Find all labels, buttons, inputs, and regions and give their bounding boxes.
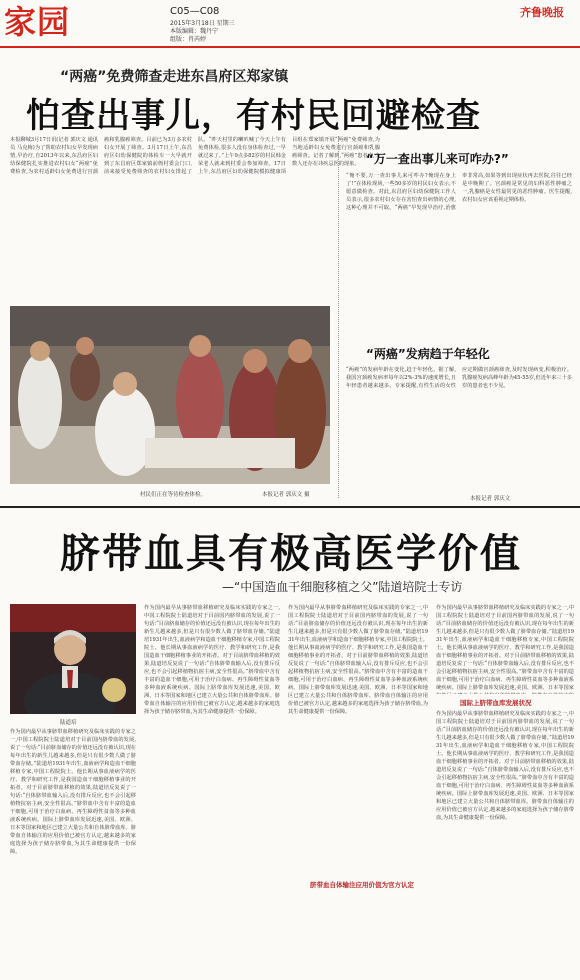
story2-body-col1: 作为国内最早从事脐带血移植研究及临床实践的专家之一,中国工程院院士陆道培对于目前国内脐带血的发展,说了一句话:“目前脐血储存的价值还远没有被认识,现在每年出生的新生儿越来越多,但是只有很少数人做了脐带血存储。”陆道培1931年出生,血液病学和造血干细胞移植专家,中国工程院院士。他长期从事血液病学的医疗、教学和研究工作,是我国造血干细胞移植事业的开拓者。对于目前脐带血移植的效果,陆道培反复说了一句话:“自体脐带血输入后,没有排斥反应,也不会引起移植物抗宿主病,安全性很高。”脐带血中含有丰富的造血干细胞,可用于治疗白血病、再生障碍性贫血等多种血液系统疾病。国际上脐带血库发展迅速,美国、欧洲、日本等国家和地区已建立大量公共和自体脐带血库。脐带血自体输注的应用价值已被官方认定,越来越多的家庭选择为孩子储存脐带血,为其生命健康提供一份保障。 bbox=[10, 729, 136, 855]
story2-subtitle: —“中国造血干细胞移植之父”陆道培院士专访 bbox=[222, 580, 463, 594]
story2-body-col4a: 作为国内最早从事脐带血移植研究及临床实践的专家之一,中国工程院院士陆道培对于目前国内脐带血的发展,说了一句话:“目前脐血储存的价值还远没有被认识,现在每年出生的新生儿越来越多,但是只有很少数人做了脐带血存储。”陆道培1931年出生,血液病学和造血干细胞移植专家,中国工程院院士。他长期从事血液病学的医疗、教学和研究工作,是我国造血干细胞移植事业的开拓者。对于目前脐带血移植的效果,陆道培反复说了一句话:“自体脐带血输入后,没有排斥反应,也不会引起移植物抗宿主病,安全性很高。”脐带血中含有丰富的造血干细胞,可用于治疗白血病、再生障碍性贫血等多种血液系统疾病。国际上脐带血库发展迅速,美国、欧洲、日本等国家 bbox=[436, 605, 574, 691]
layout-credit: 组版：肖芮婷 bbox=[170, 36, 207, 43]
story2-headline: 脐带血具有极高医学价值 bbox=[60, 531, 522, 577]
section-title: 家园 bbox=[4, 3, 71, 41]
portrait-photo-icon bbox=[10, 604, 136, 714]
story1-side-body-1: “俺不要,万一查出事儿来可咋办?俺现在身上了!”在体检现场,一些50多岁的村民妇女表示,不愿意做检查。对此,东昌府区妇幼保健院工作人员表示,很多农村妇女存在害怕查出病情的心理,这种心理并不可取。“两癌”早发现早治疗,治愈率非常高,如果等到出现症状再去医院,往往已经是中晚期了。宫颈癌是常见的妇科恶性肿瘤之一,乳腺癌是女性最常见的恶性肿瘤。医生提醒,农村妇女应该重视定期体检。 bbox=[346, 173, 572, 211]
clinic-photo-icon bbox=[10, 306, 330, 484]
story2-body-col3: 作为国内最早从事脐带血移植研究及临床实践的专家之一,中国工程院院士陆道培对于目前国内脐带血的发展,说了一句话:“目前脐血储存的价值还远没有被认识,现在每年出生的新生儿越来越多,但是只有很少数人做了脐带血存储。”陆道培1931年出生,血液病学和造血干细胞移植专家,中国工程院院士。他长期从事血液病学的医疗、教学和研究工作,是我国造血干细胞移植事业的开拓者。对于目前脐带血移植的效果,陆道培反复说了一句话:“自体脐带血输入后,没有排斥反应,也不会引起移植物抗宿主病,安全性很高。”脐带血中含有丰富的造血干细胞,可用于治疗白血病、再生障碍性贫血等多种血液系统疾病。国际上脐带血库发展迅速,美国、欧洲、日本等国家和地区已建立大量公共和自体脐带血库。脐带血自体输注的应用价值已被官方认定,越来越多的家庭选择为孩子储存脐带血,为其生命健康提供一份保障。 bbox=[288, 605, 428, 715]
story2-photo-caption: 陆道培 bbox=[60, 720, 77, 726]
story2-body-col4b: 作为国内最早从事脐带血移植研究及临床实践的专家之一,中国工程院院士陆道培对于目前国内脐带血的发展,说了一句话:“目前脐血储存的价值还远没有被认识,现在每年出生的新生儿越来越多,但是只有很少数人做了脐带血存储。”陆道培1931年出生,血液病学和造血干细胞移植专家,中国工程院院士。他长期从事血液病学的医疗、教学和研究工作,是我国造血干细胞移植事业的开拓者。对于目前脐带血移植的效果,陆道培反复说了一句话:“自体脐带血输入后,没有排斥反应,也不会引起移植物抗宿主病,安全性很高。”脐带血中含有丰富的造血干细胞,可用于治疗白血病、再生障碍性贫血等多种血液系统疾病。国际上脐带血库发展迅速,美国、欧洲、日本等国家和地区已建立大量公共和自体脐带血库。脐带血自体输注的应用价值已被官方认定,越来越多的家庭选择为孩子储存脐带血,为其生命健康提供一份保障。 bbox=[436, 711, 574, 821]
story1-body: 本报聊城3月17日讯(记者 郭庆文 通讯员 马克梅)为了帮助农村妇女早发现病情,早治疗,自2013年以来,东昌府区妇幼保健院扎实推进农村妇女“两癌”免费检查,为农村适龄妇女免费进行宫颈癌和乳腺癌筛查。目前已为3万多农村妇女开展了筛查。3月17日上午,东昌府区妇幼保健院的体检车一大早就开到了东昌府区郑家镇前衙村委会门口,前来接受免费筛查的农村妇女排起了队。“昨天村里的喇叭喊了今天上午有免费体检,很多人没有身体检查过,一早就过来了。”上午9点多82岁的村民韩金荣老人就来到村委会参加筛查。17日上午,东昌府区妇幼保健院模拟健康项目组在郑家镇开展“两癌”免费筛查,为当地适龄妇女免费进行宫颈癌和乳腺癌筛查。记者了解到,“两癌”患者中,少数人还存在讳疾忌医的现象。 bbox=[10, 137, 380, 175]
story1-kicker: “两癌”免费筛查走进东昌府区郑家镇 bbox=[60, 69, 289, 85]
column-divider bbox=[338, 136, 339, 498]
story1-headline: 怕查出事儿，有村民回避检查 bbox=[26, 96, 481, 136]
page-range: C05—C08 bbox=[170, 6, 220, 17]
issue-date: 2015年3月18日 星期三 bbox=[170, 20, 235, 27]
editor-credit: 本版编辑：魏丹宁 bbox=[170, 28, 219, 35]
story2-section-head-2: 脐带血自体输注应用价值为官方认定 bbox=[310, 881, 414, 889]
masthead-rule bbox=[0, 46, 580, 48]
newspaper-logo-icon: 齐鲁晚报 bbox=[520, 6, 564, 19]
story1-side-credit: 本报记者 郭庆文 bbox=[470, 496, 511, 502]
story1-photo-credit: 本报记者 郭庆文 摄 bbox=[262, 492, 310, 498]
story1-subhead-2: “两癌”发病趋于年轻化 bbox=[366, 347, 490, 361]
story1-photo-caption: 村民们正在等待检查体检。 bbox=[140, 492, 207, 498]
story1-side-body-2: “两癌”的发病年龄在变化,趋于年轻化。据了解,我国宫颈癌发病率每年以2%-3%的速度增长,且年轻患者越来越多。专家提醒,有性生活的女性应定期做宫颈癌筛查,及时发现病变,积极治疗。乳腺癌发病高峰年龄为45-55岁,但近年来三十多岁的患者也不少见。 bbox=[346, 367, 572, 389]
story1-subhead-1: “万一查出事儿来可咋办?” bbox=[366, 152, 509, 166]
story2-body-col2: 作为国内最早从事脐带血移植研究及临床实践的专家之一,中国工程院院士陆道培对于目前国内脐带血的发展,说了一句话:“目前脐血储存的价值还远没有被认识,现在每年出生的新生儿越来越多,但是只有很少数人做了脐带血存储。”陆道培1931年出生,血液病学和造血干细胞移植专家,中国工程院院士。他长期从事血液病学的医疗、教学和研究工作,是我国造血干细胞移植事业的开拓者。对于目前脐带血移植的效果,陆道培反复说了一句话:“自体脐带血输入后,没有排斥反应,也不会引起移植物抗宿主病,安全性很高。”脐带血中含有丰富的造血干细胞,可用于治疗白血病、再生障碍性贫血等多种血液系统疾病。国际上脐带血库发展迅速,美国、欧洲、日本等国家和地区已建立大量公共和自体脐带血库。脐带血自体输注的应用价值已被官方认定,越来越多的家庭选择为孩子储存脐带血,为其生命健康提供一份保障。 bbox=[144, 605, 280, 715]
section-divider bbox=[0, 506, 580, 508]
story2-section-head-1: 国际上脐带血库发展状况 bbox=[460, 699, 532, 707]
